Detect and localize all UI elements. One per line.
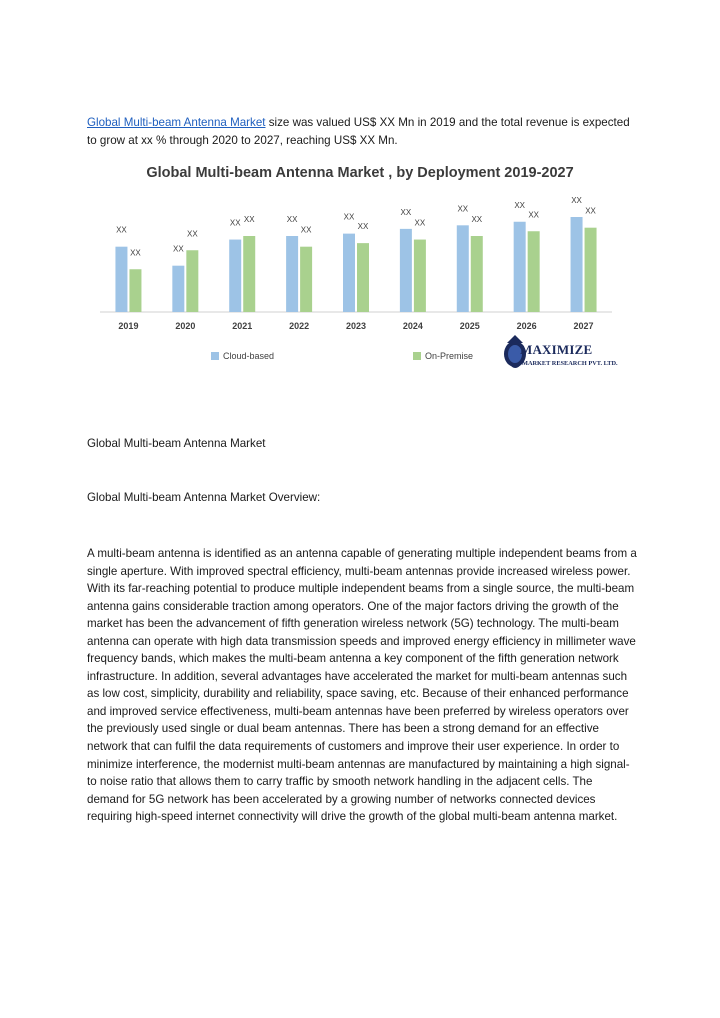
data-label-onpremise-2021: XX	[243, 215, 255, 224]
data-label-cloud-2027: XX	[571, 196, 582, 205]
tick-label-2023: 2023	[345, 321, 367, 331]
data-label-cloud-2023: XX	[343, 212, 355, 222]
data-label-onpremise-2020: XX	[186, 229, 198, 239]
legend-swatch-cloud	[211, 352, 219, 360]
tick-label-2026: 2026	[516, 321, 537, 331]
data-label-onpremise-2022: XX	[300, 225, 312, 235]
legend-swatch-onpremise	[413, 352, 421, 360]
data-label-cloud-2021: XX	[229, 218, 241, 228]
bar-onpremise-2025	[471, 236, 483, 312]
bar-onpremise-2026	[528, 231, 540, 312]
data-label-onpremise-2023: XX	[357, 222, 369, 232]
data-label-cloud-2024: XX	[400, 207, 412, 217]
bar-onpremise-2022	[300, 247, 312, 312]
tick-label-2019: 2019	[118, 321, 139, 331]
data-label-onpremise-2027: XX	[585, 206, 596, 216]
bar-cloud-2023	[343, 234, 355, 312]
tick-label-2021: 2021	[232, 321, 253, 331]
bar-cloud-2022	[286, 236, 298, 312]
bar-onpremise-2021	[243, 236, 255, 312]
bar-onpremise-2023	[357, 243, 369, 312]
tick-label-2027: 2027	[573, 321, 594, 331]
market-link[interactable]: Global Multi-beam Antenna Market	[87, 116, 266, 129]
section-heading: Global Multi-beam Antenna Market	[87, 437, 266, 450]
tick-label-2022: 2022	[289, 321, 310, 331]
data-label-cloud-2025: XX	[457, 204, 469, 214]
legend-item-onpremise	[413, 351, 473, 361]
chart-title: Global Multi-beam Antenna Market , by Deployment 2019-2027	[146, 165, 574, 181]
data-label-onpremise-2019: XX	[130, 248, 141, 258]
bar-onpremise-2027	[585, 228, 597, 312]
logo-name: MAXIMIZE	[520, 342, 593, 357]
body-paragraph: A multi-beam antenna is identified as an antenna capable of generating multiple independent beams from a single aperture. With improved spectral efficiency, multi-beam antennas provide increased wireless power. With its far-reaching potential to produce multiple independent beams from a single source, the multi-beam antenna gains considerable traction among operators. One of the major factors driving the growth of the market has been the advancement of fifth generation wireless network (5G) technology. The multi-beam antenna can operate with high data transmission speeds and improved energy efficiency in millimeter wave frequency bands, which makes the multi-beam antenna a key component of the fifth generation network infrastructure. In addition, several advantages have accelerated the market for multi-beam antennas such as low cost, simplicity, durability and reliability, space saving, etc. Because of their enhanced performance and improved service effectiveness, multi-beam antennas have been preferred by wireless operators over the previously used single or dual beam antennas. There has been a strong demand for an effective network that can fulfil the data requirements of customers and improve their user experience. In order to minimize interference, the modernist multi-beam antennas are manufactured by maintaining a high signal-to noise ratio that allows them to carry traffic by smooth network handling in the adjacent cells. The demand for 5G network has been accelerated by a growing number of networks connected devices requiring high-speed internet connectivity will drive the growth of the global multi-beam antenna market.	[87, 547, 637, 824]
tick-label-2025: 2025	[459, 321, 480, 331]
overview-heading: Global Multi-beam Antenna Market Overview:	[87, 491, 321, 504]
bar-cloud-2019	[115, 247, 127, 312]
deployment-chart	[86, 160, 634, 385]
intro-text: size was valued US$ XX Mn in 2019 and the total revenue is expected to grow at xx % through 2020 to 2027, reaching US$ XX Mn.	[87, 116, 630, 147]
bar-cloud-2025	[457, 225, 469, 312]
data-label-onpremise-2024: XX	[414, 218, 426, 228]
bar-cloud-2020	[172, 266, 184, 312]
legend-label-cloud: Cloud-based	[223, 351, 275, 361]
data-label-onpremise-2026: XX	[528, 210, 540, 220]
bar-cloud-2021	[229, 240, 241, 312]
tick-label-2024: 2024	[402, 321, 423, 331]
bar-cloud-2026	[514, 222, 526, 312]
bar-cloud-2027	[571, 217, 583, 312]
legend-item-cloud	[211, 351, 274, 361]
data-label-cloud-2026: XX	[514, 200, 526, 210]
logo-subtitle: MARKET RESEARCH PVT. LTD.	[522, 360, 618, 367]
data-label-cloud-2020: XX	[172, 244, 184, 254]
data-label-onpremise-2025: XX	[471, 215, 483, 224]
company-logo	[501, 333, 626, 378]
intro-paragraph	[87, 114, 635, 150]
data-label-cloud-2022: XX	[286, 215, 298, 224]
legend-label-onpremise: On-Premise	[425, 351, 474, 361]
bar-onpremise-2019	[129, 269, 141, 312]
bar-cloud-2024	[400, 229, 412, 312]
data-label-cloud-2019: XX	[116, 225, 127, 235]
bar-onpremise-2020	[186, 250, 198, 312]
bar-onpremise-2024	[414, 240, 426, 312]
tick-label-2020: 2020	[175, 321, 196, 331]
